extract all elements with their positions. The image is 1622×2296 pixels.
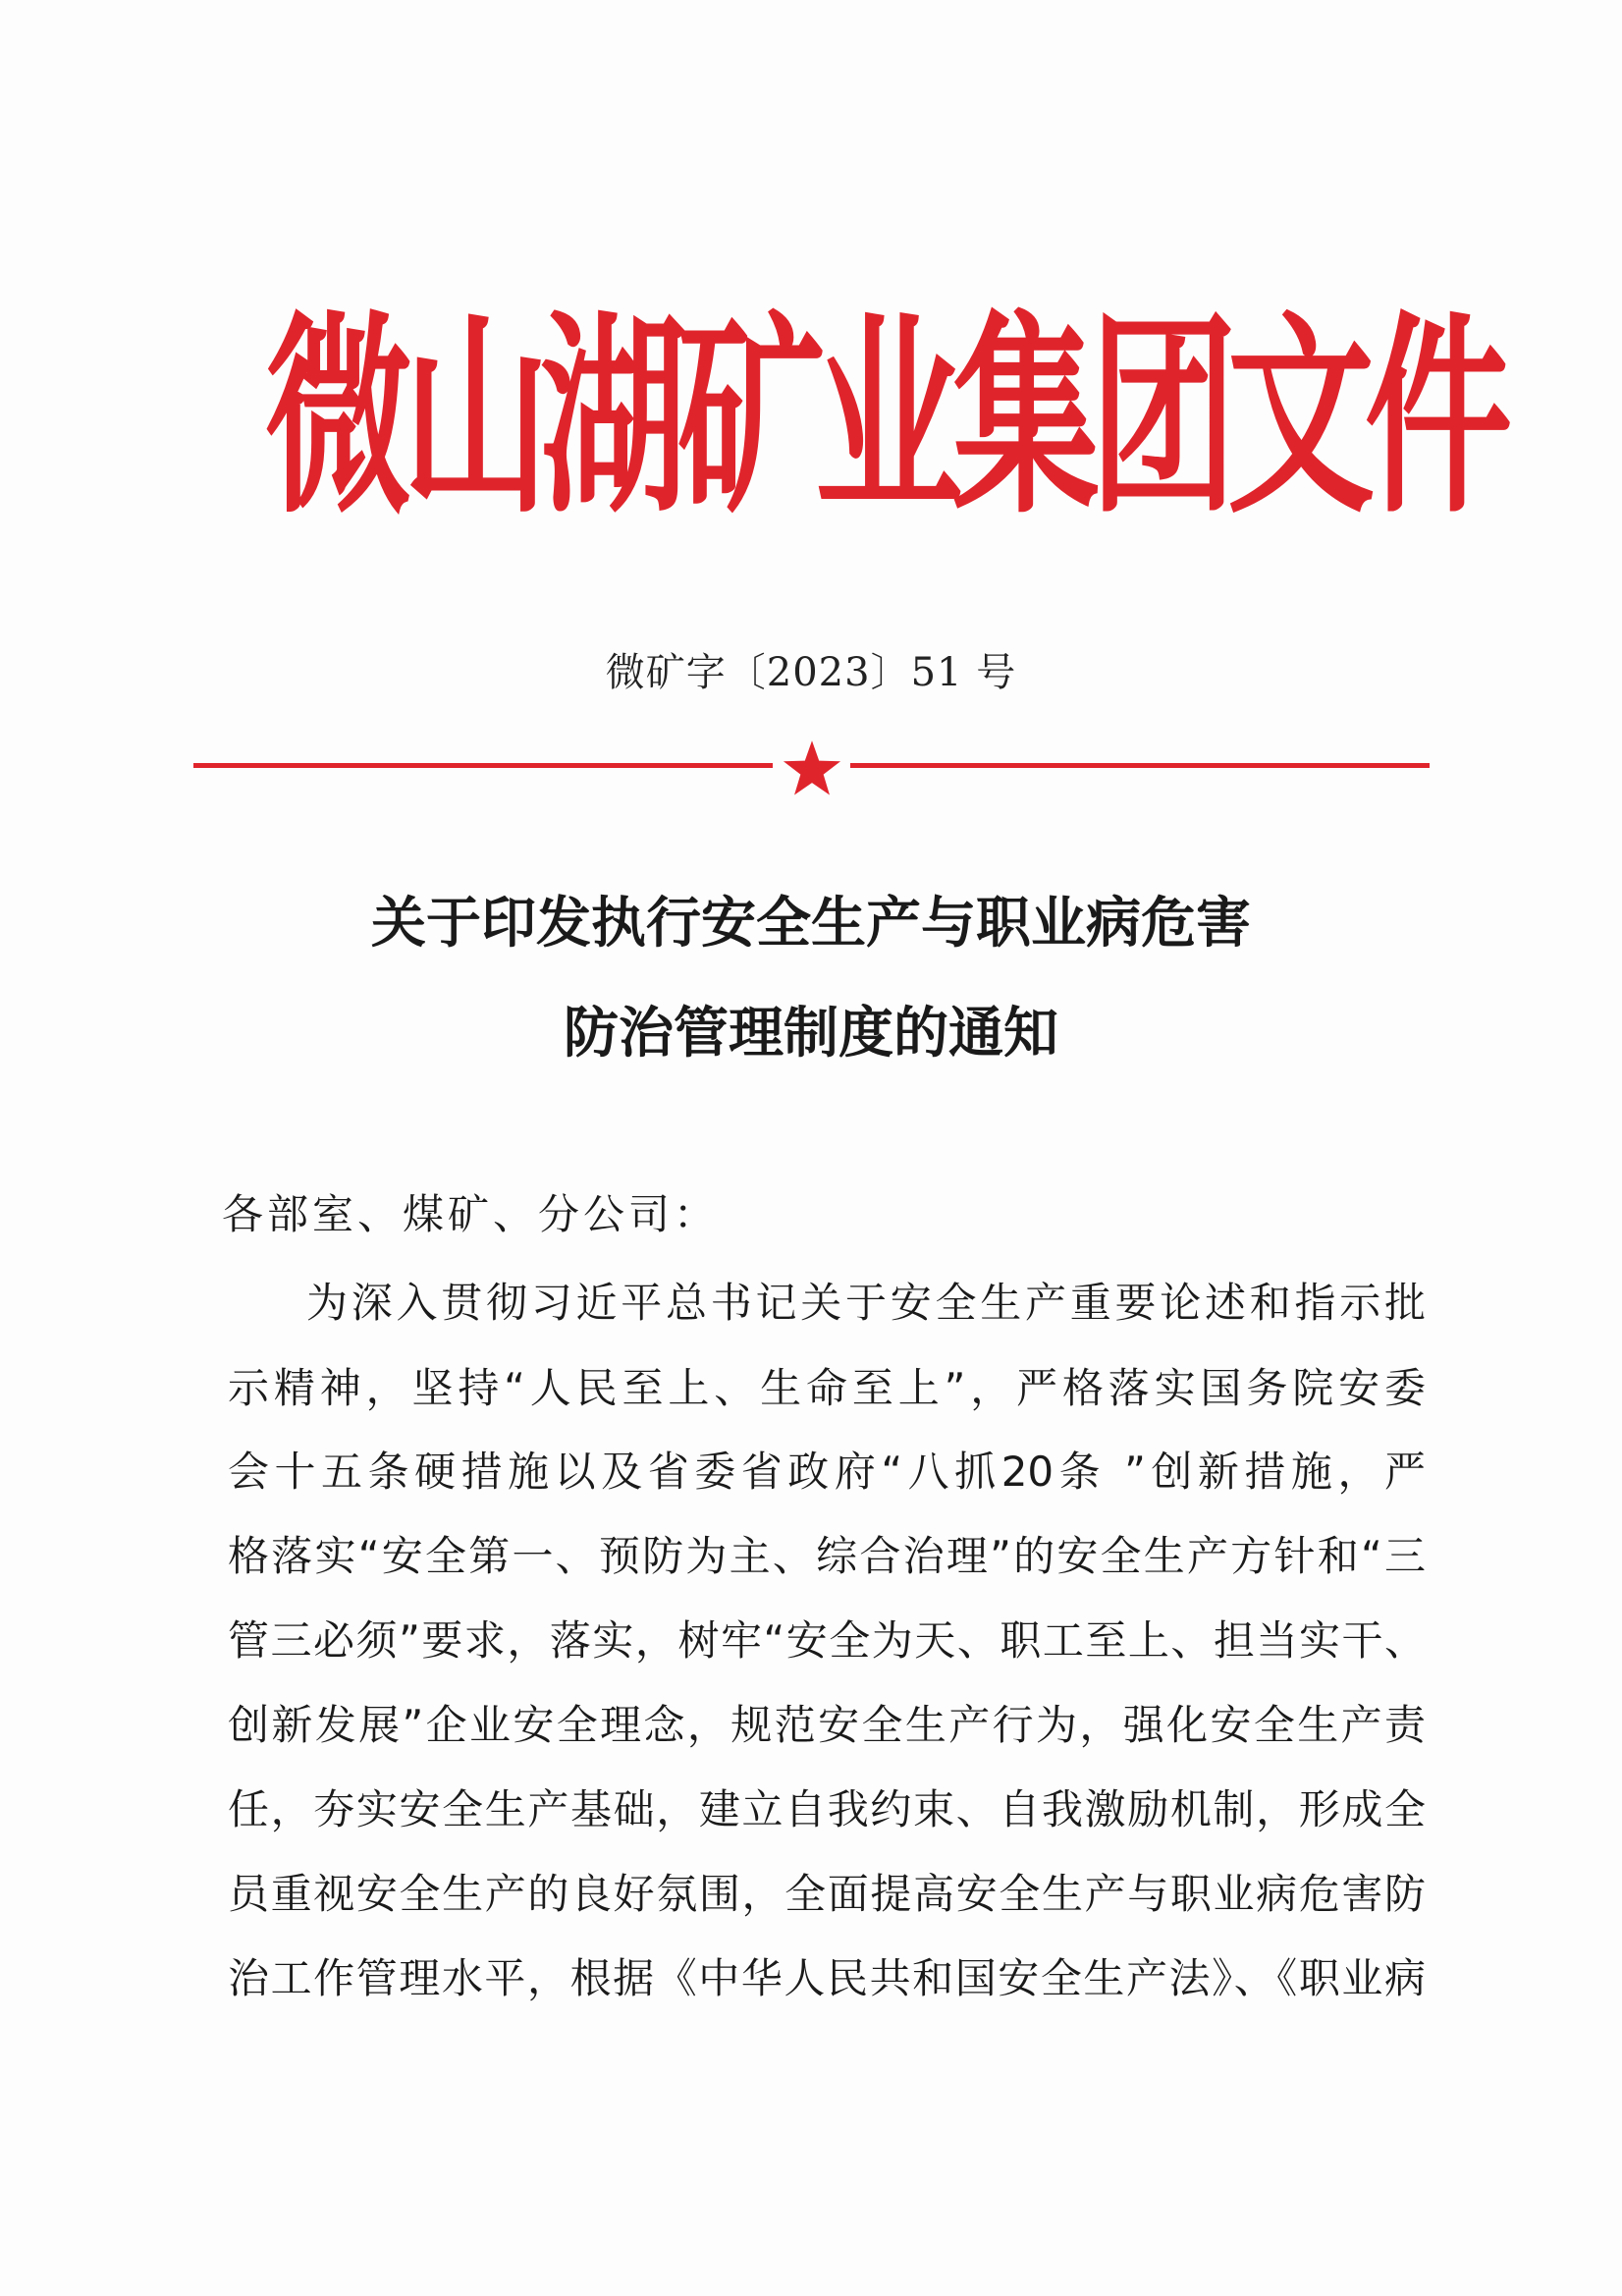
body-line: 任，夯实安全生产基础，建立自我约束、自我激励机制，形成全 (228, 1785, 1426, 1833)
body-line: 格落实“安全第一、预防为主、综合治理”的安全生产方针和“三 (228, 1532, 1426, 1580)
body-line: 为深入贯彻习近平总书记关于安全生产重要论述和指示批 (306, 1279, 1426, 1327)
body-line: 创新发展”企业安全理念，规范安全生产行为，强化安全生产责 (228, 1701, 1426, 1749)
notice-title-line-2: 防治管理制度的通知 (564, 1001, 1058, 1066)
notice-title-line-1: 关于印发执行安全生产与职业病危害 (371, 891, 1251, 956)
body-line: 员重视安全生产的良好氛围，全面提高安全生产与职业病危害防 (228, 1870, 1426, 1918)
body-line: 示精神，坚持“人民至上、生命至上”，严格落实国务院安委 (228, 1364, 1426, 1412)
red-rule-right (850, 763, 1430, 768)
document-number: 微矿字〔2023〕51 号 (605, 650, 1017, 695)
body-line: 会十五条硬措施以及省委省政府“八抓20条 ”创新措施，严 (228, 1448, 1426, 1496)
salutation: 各部室、煤矿、分公司： (222, 1190, 720, 1238)
body-line: 治工作管理水平，根据《中华人民共和国安全生产法》、《职业病 (228, 1954, 1426, 2002)
body-line: 管三必须”要求，落实，树牢“安全为天、职工至上、担当实干、 (228, 1616, 1426, 1665)
red-rule-left (193, 763, 773, 768)
masthead-title: 微山湖矿业集团文件 (265, 292, 1503, 543)
red-star-icon (782, 739, 842, 796)
